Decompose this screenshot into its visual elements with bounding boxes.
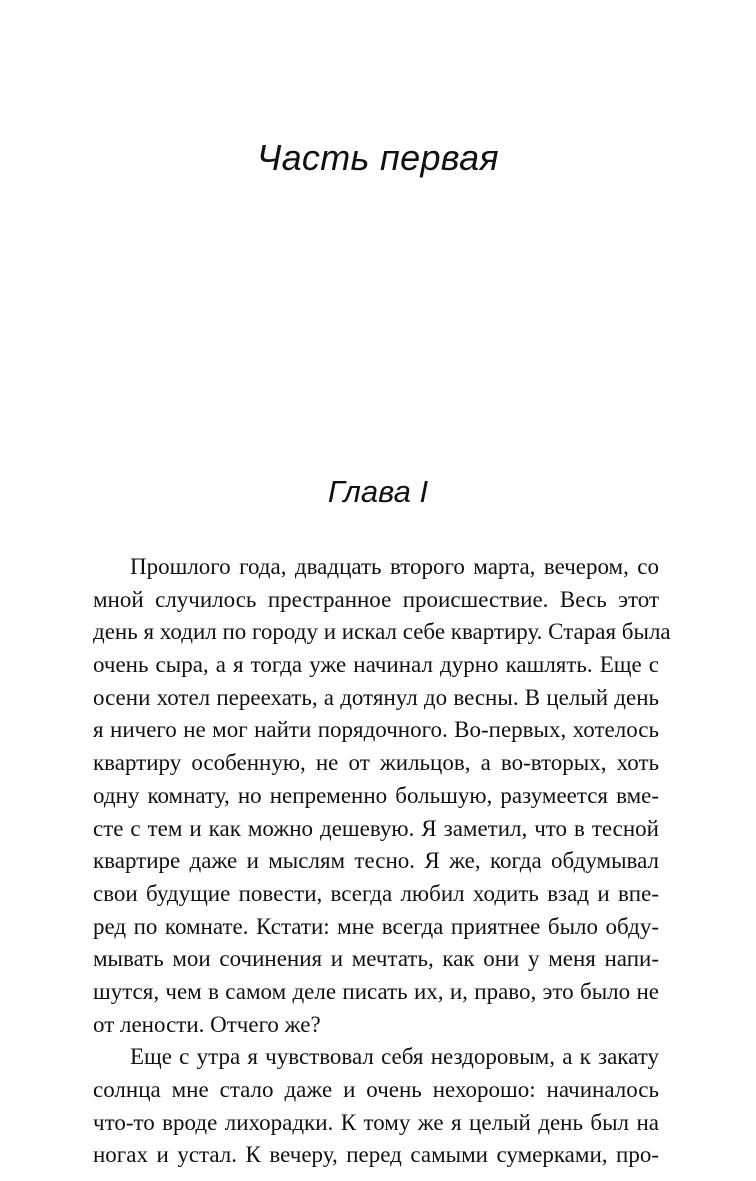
text-line: сте с тем и как можно дешевую. Я заметил, что в тесной — [93, 815, 659, 841]
text-line: мывать мои сочинения и мечтать, как они у меня напи- — [93, 946, 659, 972]
text-line: мной случилось престранное происшествие. Весь этот — [93, 586, 659, 612]
text-line: Прошлого года, двадцать второго марта, вечером, со — [130, 554, 659, 579]
text-line: шутся, чем в самом деле писать их, и, право, это было не — [93, 978, 659, 1004]
text-line: одну комнату, но непременно большую, разумеется вме- — [93, 782, 659, 808]
part-title: Часть первая — [257, 137, 499, 178]
text-line: квартиру особенную, не от жильцов, а во-вторых, хоть — [93, 750, 659, 776]
text-line: ногах и устал. К вечеру, перед самыми сумерками, про- — [93, 1142, 659, 1168]
chapter-text — [93, 551, 671, 1172]
text-line: солнца мне стало даже и очень нехорошо: начиналось — [93, 1077, 659, 1102]
text-line: что-то вроде лихорадки. К тому же я целый день был на — [93, 1109, 659, 1135]
text-line: очень сыра, а я тогда уже начинал дурно кашлять. Еще с — [93, 652, 659, 678]
text-line: свои будущие повести, всегда любил ходить взад и впе- — [93, 880, 659, 906]
text-line: день я ходил по городу и искал себе квартиру. Старая была — [93, 619, 671, 645]
text-line: ред по комнате. Кстати: мне всегда приятнее было обду- — [93, 913, 659, 939]
text-line: квартире даже и мыслям тесно. Я же, когда обдумывал — [93, 848, 659, 874]
text-line: от лености. Отчего же? — [93, 1011, 321, 1037]
text-line: Еще с утра я чувствовал себя нездоровым, а к закату — [130, 1044, 659, 1070]
text-line: я ничего не мог найти порядочного. Во-первых, хотелось — [93, 717, 659, 743]
chapter-title: Глава I — [327, 474, 429, 509]
text-line: осени хотел переехать, а дотянул до весны. В целый день — [93, 684, 659, 710]
